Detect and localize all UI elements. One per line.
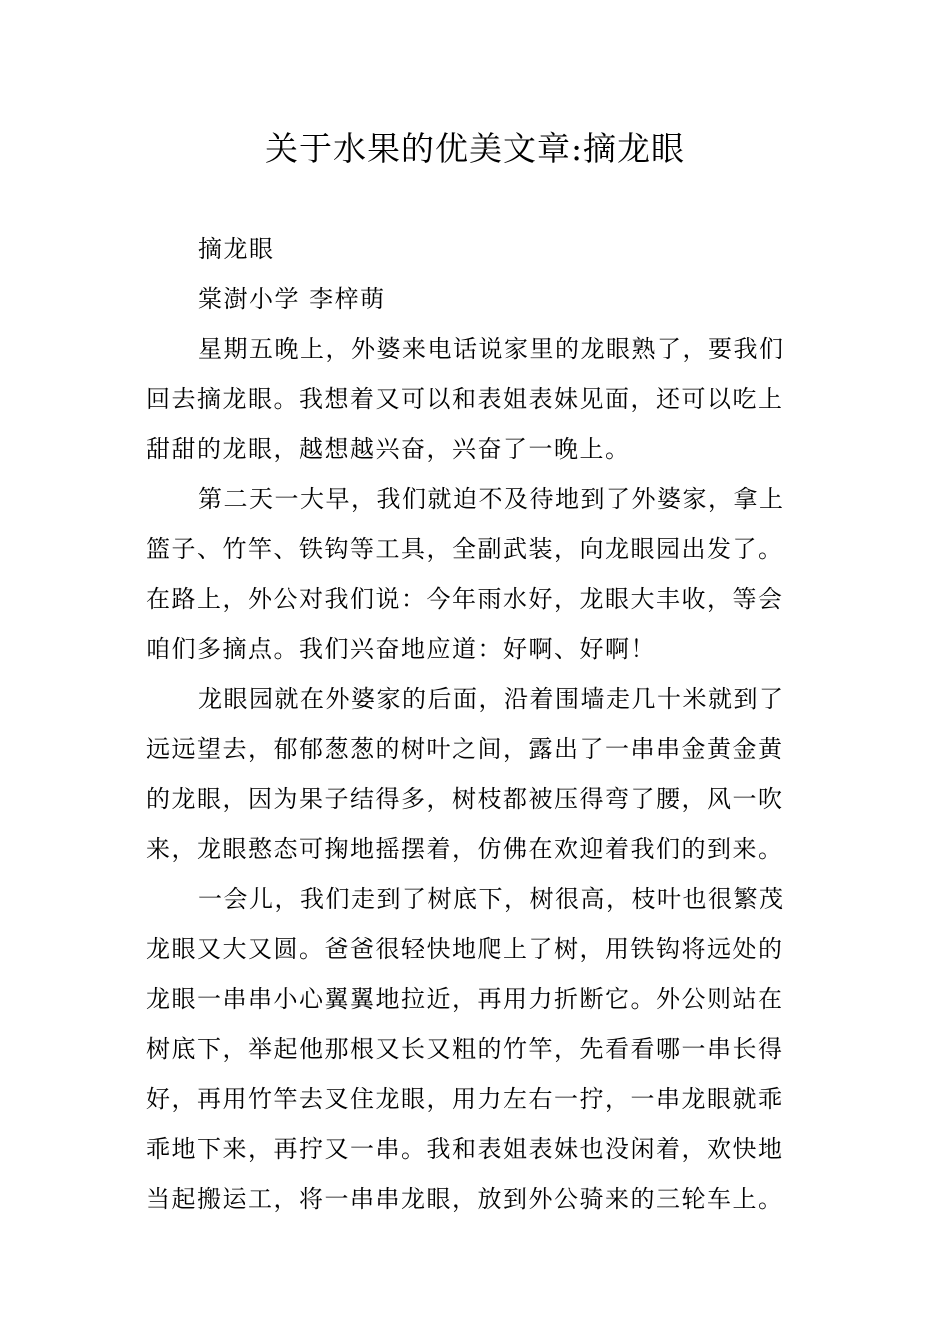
- text-line: 星期五晚上，外婆来电话说家里的龙眼熟了，要我们: [198, 335, 785, 363]
- text-line: 篮子、竹竿、铁钩等工具，全副武装，向龙眼园出发了。: [146, 535, 784, 563]
- text-line: 甜甜的龙眼，越想越兴奋，兴奋了一晚上。: [146, 435, 631, 463]
- text-line: 第二天一大早，我们就迫不及待地到了外婆家，拿上: [198, 485, 785, 513]
- article-body: [146, 224, 810, 1224]
- text-line: 好，再用竹竿去叉住龙眼，用力左右一拧，一串龙眼就乖: [146, 1085, 784, 1113]
- text-line: 咱们多摘点。我们兴奋地应道：好啊、好啊！: [146, 635, 656, 663]
- text-line: 龙眼又大又圆。爸爸很轻快地爬上了树，用铁钩将远处的: [146, 935, 784, 963]
- text-line: 当起搬运工，将一串串龙眼，放到外公骑来的三轮车上。: [146, 1185, 784, 1213]
- text-line: 来，龙眼憨态可掬地摇摆着，仿佛在欢迎着我们的到来。: [146, 835, 784, 863]
- text-line: 的龙眼，因为果子结得多，树枝都被压得弯了腰，风一吹: [146, 785, 784, 813]
- text-line: 在路上，外公对我们说：今年雨水好，龙眼大丰收，等会: [146, 585, 784, 613]
- text-line: 摘龙眼: [198, 235, 275, 263]
- text-line: 乖地下来，再拧又一串。我和表姐表妹也没闲着，欢快地: [146, 1135, 784, 1163]
- text-line: 树底下，举起他那根又长又粗的竹竿，先看看哪一串长得: [146, 1035, 784, 1063]
- text-line: 棠澍小学 李梓萌: [198, 285, 386, 313]
- text-line: 远远望去，郁郁葱葱的树叶之间，露出了一串串金黄金黄: [146, 735, 784, 763]
- text-line: 回去摘龙眼。我想着又可以和表姐表妹见面，还可以吃上: [146, 385, 784, 413]
- document-title: 关于水果的优美文章:摘龙眼: [264, 129, 686, 168]
- text-line: 龙眼一串串小心翼翼地拉近，再用力折断它。外公则站在: [146, 985, 784, 1013]
- text-line: 龙眼园就在外婆家的后面，沿着围墙走几十米就到了: [198, 685, 785, 713]
- text-line: 一会儿，我们走到了树底下，树很高，枝叶也很繁茂: [198, 885, 785, 913]
